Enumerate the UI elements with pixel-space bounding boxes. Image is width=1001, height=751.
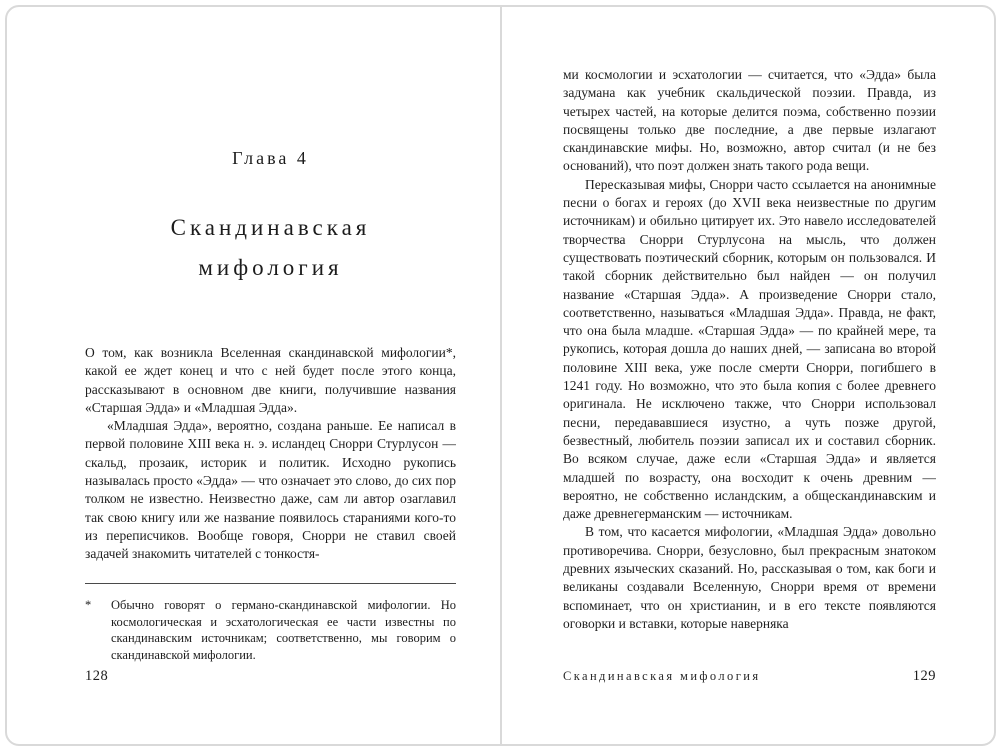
body-paragraph: ми космологии и эсхатологии — считается, что «Эдда» была задумана как учебник скальдической поэзии. Правда, из четырех частей, на которые делится поэма, собственно поэзии посвящены только две последние, а две первые излагают скандинавские мифы. Но, возможно, автор считал (и не без оснований), что поэт должен знать такого рода вещи. <box>563 67 936 174</box>
chapter-title-line-2: мифология <box>198 255 343 280</box>
center-gutter-line <box>500 7 502 744</box>
chapter-title <box>85 208 456 288</box>
left-page <box>85 0 456 751</box>
footnote-marker: * <box>85 598 92 612</box>
body-paragraph: О том, как возникла Вселенная скандинавской мифологии*, какой ее ждет конец и что с ней будет после этого конца, рассказывают в основном две книги, получившие названия «Старшая Эдда» и «Младшая Эдда». <box>85 345 456 415</box>
left-page-body <box>85 344 456 582</box>
right-page-body <box>563 66 936 664</box>
running-title: Скандинавская мифология <box>563 669 761 683</box>
right-page-footer <box>563 668 936 685</box>
body-paragraph: «Младшая Эдда», вероятно, создана раньше. Ее написал в первой половине XIII века н. э. исландец Снорри Стурлусон — скальд, прозаик, историк и политик. Исходно рукопись называлась просто «Эдда» — что означает это слово, до сих пор толком не известно. Неизвестно даже, сам ли автор озаглавил так свою книгу или же название появилось стараниями кого-то из переписчиков. Вообще говоря, Снорри не ставил своей задачей знакомить читателей с тонкостя- <box>85 418 456 562</box>
chapter-title-line-1: Скандинавская <box>170 215 371 240</box>
footnote-block <box>85 583 456 663</box>
body-paragraph: В том, что касается мифологии, «Младшая Эдда» довольно противоречива. Снорри, безусловно, был прекрасным знатоком древних языческих сказаний. Но, рассказывая о том, как боги и великаны создавали Вселенную, Снорри время от времени вспоминает, что он христианин, и в его тексте появляются оговорки и вставки, которые наверняка <box>563 524 936 631</box>
page-number-right: 129 <box>912 668 936 684</box>
body-paragraph: Пересказывая мифы, Снорри часто ссылается на анонимные песни о богах и героях (до XVII века неизвестные по другим источникам) и обильно цитирует их. Это навело исследователей творчества Снорри Стурлусона на мысль, что должен существовать поэтический сборник, которым он пользовался. И такой сборник действительно был найден — он получил название «Старшая Эдда». А произведение Снорри стало, соответственно, называться «Младшая Эдда». Правда, не факт, что она была младше. «Старшая Эдда» — по крайней мере, та рукопись, которая дошла до наших дней, — записана во второй половине XIII века, уже после смерти Снорри, погибшего в 1241 году. Но возможно, что это была копия с более древнего оригинала. Не исключено также, что Снорри использовал песни, передававшиеся изустно, а чуть позже другой, безвестный, любитель поэзии записал их и составил сборник. Во всяком случае, даже если «Старшая Эдда» и является младшей по возрасту, она восходит к очень древним — вероятно, не собственно исландским, а общескандинавским и даже древнегерманским — источникам. <box>563 176 936 522</box>
right-page <box>563 0 936 751</box>
page-number-left: 128 <box>85 668 109 684</box>
footnote-row <box>85 597 456 663</box>
chapter-label: Глава 4 <box>232 148 309 168</box>
footnote-text: Обычно говорят о германо-скандинавской мифологии. Но космологическая и эсхатологическая ее части известны по скандинавским источникам; соответственно, мы говорим о скандинавской мифологии. <box>111 598 456 662</box>
footnote-rule <box>85 583 456 584</box>
